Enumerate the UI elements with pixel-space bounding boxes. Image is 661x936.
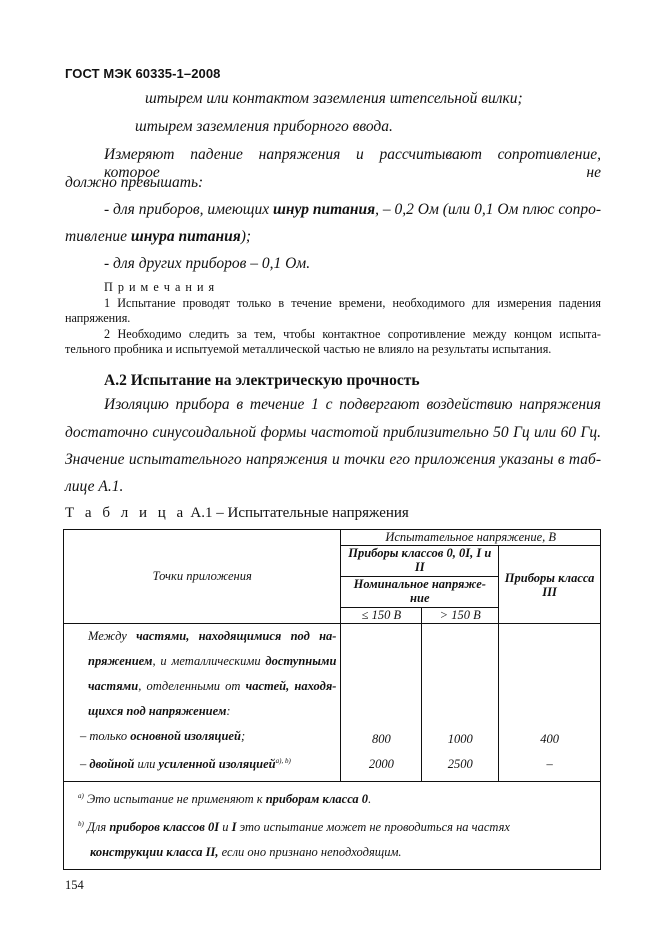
cell-gt150: 1000 2500 xyxy=(422,624,499,782)
section-heading: А.2 Испытание на электрическую прочность xyxy=(104,372,420,389)
header-rated-voltage: Номинальное напряже-ние xyxy=(341,577,499,608)
document-header: ГОСТ МЭК 60335-1–2008 xyxy=(65,66,221,81)
cell-le150: 800 2000 xyxy=(341,624,422,782)
footnote-a: $^{a)}$ Это испытание не применяют к приборам класса 0. xyxy=(78,792,372,807)
note-1: 1 Испытание проводят только в течение времени, необходимого для измерения падения xyxy=(104,296,601,310)
section-paragraph-line: Значение испытательного напряжения и точки его приложения указаны в таб- xyxy=(65,451,601,468)
footnote-b-cont: конструкции класса II, если оно признано неподходящим. xyxy=(90,845,402,860)
footnote-b: $^{b)}$ Для приборов классов 0I и I это испытание может не проводиться на частях xyxy=(78,820,510,835)
page-number: 154 xyxy=(65,878,84,892)
note-2: 2 Необходимо следить за тем, чтобы контактное сопротивление между концом испыта- xyxy=(104,327,601,341)
section-paragraph-line: лице А.1. xyxy=(65,478,124,495)
test-voltages-table xyxy=(63,529,601,870)
row-description: Между частями, находящимися под на-пряжением, и металлическими доступными частями, отделенными от частей, находя-щихся под напряжением: – только основной изоляцией; – двойной или усиленной изоляцией$^{a), b)}$ xyxy=(64,624,341,782)
bullet-other: - для других приборов – 0,1 Ом. xyxy=(104,255,311,272)
row-basic-label: – только основной изоляцией; xyxy=(80,729,246,743)
notes-title: П р и м е ч а н и я xyxy=(104,280,216,294)
note-1-cont: напряжения. xyxy=(65,311,131,325)
header-test-voltage: Испытательное напряжение, В xyxy=(341,530,601,546)
cell-class3: 400 – xyxy=(499,624,601,782)
row-double-label: – двойной или усиленной изоляцией$^{a), b)}$ xyxy=(80,757,291,772)
note-2-cont: тельного пробника и испытуемой металлической частью не влияло на результаты испытания. xyxy=(65,342,552,356)
bullet-cord: - для приборов, имеющих шнур питания, – 0,2 Ом (или 0,1 Ом плюс сопро- xyxy=(104,201,601,218)
header-classes: Приборы классов 0, 0I, I и II xyxy=(341,546,499,577)
table-footnotes xyxy=(64,782,601,870)
header-class-3: Приборы класса III xyxy=(499,546,601,624)
paragraph-line: штырем или контактом заземления штепсельной вилки; xyxy=(145,90,523,107)
paragraph-line: штырем заземления приборного ввода. xyxy=(135,118,393,135)
section-paragraph-line: достаточно синусоидальной формы частотой приблизительно 50 Гц или 60 Гц. xyxy=(65,424,601,441)
header-points: Точки приложения xyxy=(64,530,341,624)
table-caption: Т а б л и ц а А.1 – Испытательные напряжения xyxy=(65,505,409,521)
paragraph-line: должно превышать: xyxy=(65,174,204,191)
header-le-150: ≤ 150 В xyxy=(341,608,422,624)
header-gt-150: > 150 В xyxy=(422,608,499,624)
bullet-cord-cont: тивление шнура питания); xyxy=(65,228,252,245)
paragraph-line: Измеряют падение напряжения и рассчитывают сопротивление, которое не xyxy=(104,146,601,181)
section-paragraph-line: Изоляцию прибора в течение 1 с подвергают воздействию напряжения xyxy=(104,396,601,413)
